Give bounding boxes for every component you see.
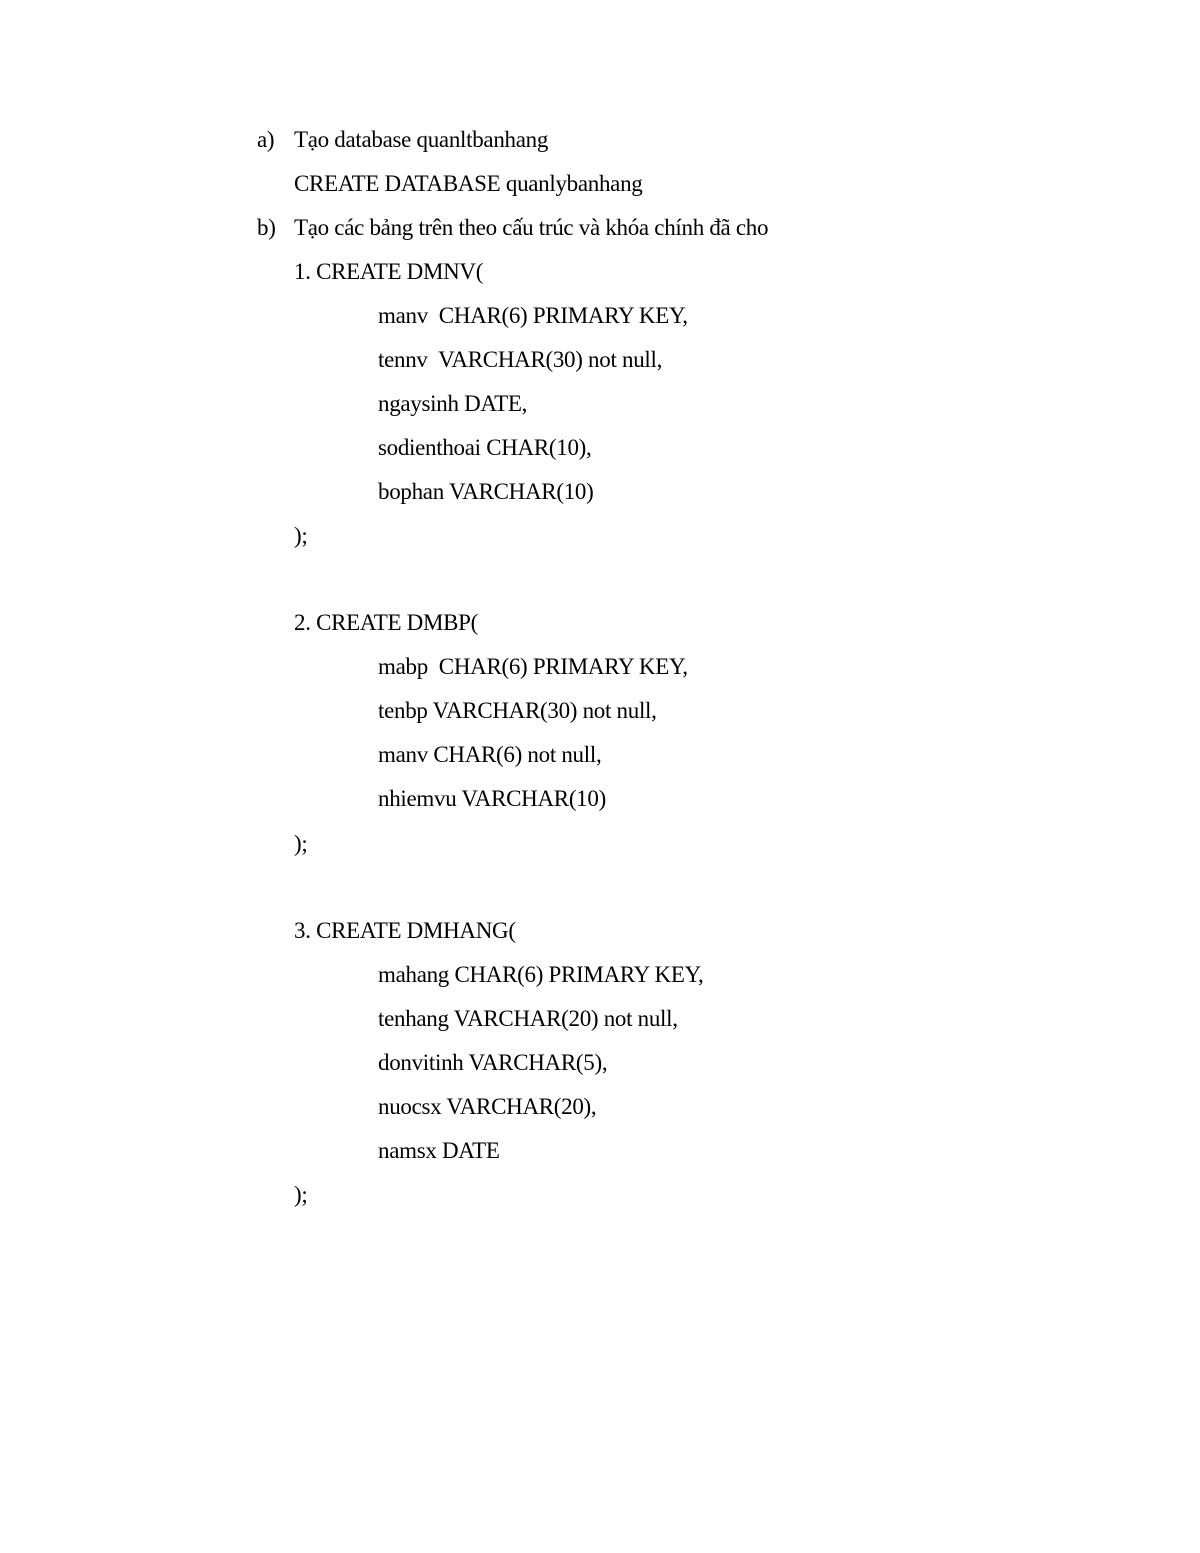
section-b-marker: b) [257,215,276,240]
table-3-column: nuocsx VARCHAR(20), [378,1094,597,1119]
table-2-column: tenbp VARCHAR(30) not null, [378,698,657,723]
table-1-column: manv CHAR(6) PRIMARY KEY, [378,303,688,328]
table-3-column: donvitinh VARCHAR(5), [378,1050,608,1075]
table-3-column: namsx DATE [378,1138,500,1163]
table-3-close: ); [294,1182,308,1207]
table-2-close: ); [294,831,308,856]
table-1-column: ngaysinh DATE, [378,391,528,416]
table-3-column: tenhang VARCHAR(20) not null, [378,1006,678,1031]
table-3-create-line: 3. CREATE DMHANG( [294,918,516,943]
table-1-column: sodienthoai CHAR(10), [378,435,592,460]
table-2-column: nhiemvu VARCHAR(10) [378,786,606,811]
section-b-heading: Tạo các bảng trên theo cấu trúc và khóa chính đã cho [294,215,769,240]
section-a-marker: a) [257,127,275,152]
table-1-create-line: 1. CREATE DMNV( [294,259,484,284]
create-database-statement: CREATE DATABASE quanlybanhang [294,171,643,196]
table-1-column: bophan VARCHAR(10) [378,479,594,504]
table-1-column: tennv VARCHAR(30) not null, [378,347,663,372]
table-2-column: manv CHAR(6) not null, [378,742,602,767]
table-1-close: ); [294,523,308,548]
table-2-create-line: 2. CREATE DMBP( [294,610,478,635]
table-3-column: mahang CHAR(6) PRIMARY KEY, [378,962,704,987]
section-a-heading: Tạo database quanltbanhang [294,127,549,152]
table-2-column: mabp CHAR(6) PRIMARY KEY, [378,654,688,679]
